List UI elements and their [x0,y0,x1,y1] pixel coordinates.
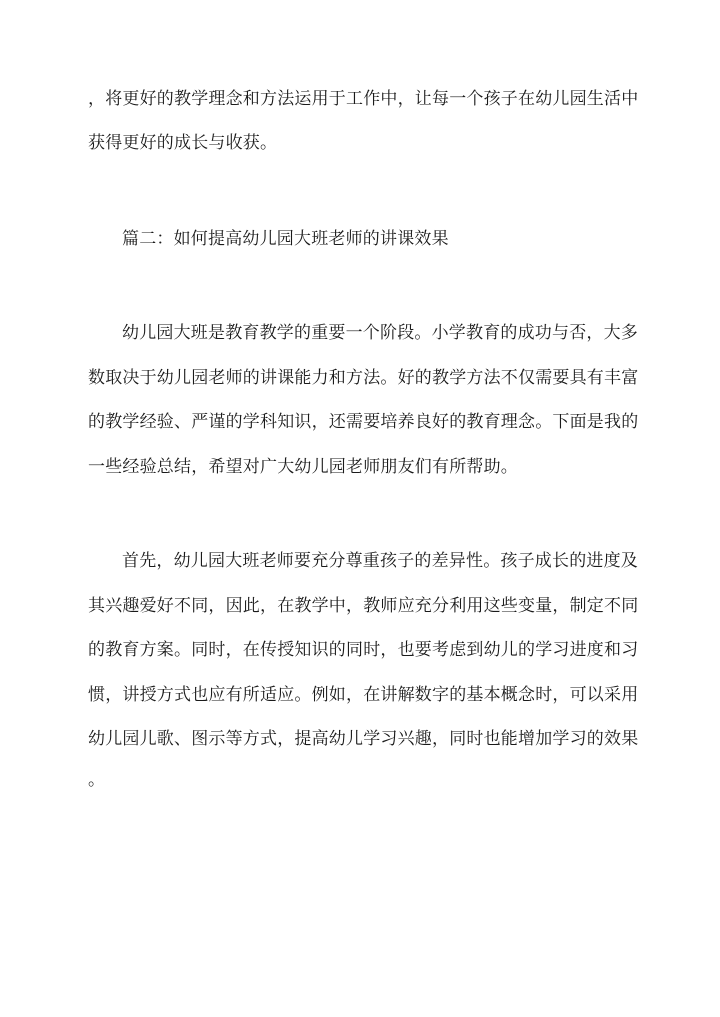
paragraph-3-line-3: 的教育方案。同时，在传授知识的同时，也要考虑到幼儿的学习进度和习 [88,640,639,660]
paragraph-1-line-2: 获得更好的成长与收获。 [88,133,278,153]
paragraph-2-line-2: 数取决于幼儿园老师的讲课能力和方法。好的教学方法不仅需要具有丰富 [88,368,639,388]
paragraph-2-line-1: 幼儿园大班是教育教学的重要一个阶段。小学教育的成功与否，大多 [122,323,638,343]
paragraph-3-line-1: 首先，幼儿园大班老师要充分尊重孩子的差异性。孩子成长的进度及 [122,551,638,571]
paragraph-2-line-3: 的教学经验、严谨的学科知识，还需要培养良好的教育理念。下面是我的 [88,412,639,432]
section-heading: 篇二：如何提高幼儿园大班老师的讲课效果 [122,229,449,249]
paragraph-3-line-6: 。 [88,770,106,790]
paragraph-3-line-4: 惯，讲授方式也应有所适应。例如，在讲解数字的基本概念时，可以采用 [88,685,639,705]
paragraph-3-line-5: 幼儿园儿歌、图示等方式，提高幼儿学习兴趣，同时也能增加学习的效果 [88,729,639,749]
paragraph-2-line-4: 一些经验总结，希望对广大幼儿园老师朋友们有所帮助。 [88,457,518,477]
paragraph-3-line-2: 其兴趣爱好不同，因此，在教学中，教师应充分利用这些变量，制定不同 [88,596,639,616]
paragraph-1-line-1: ，将更好的教学理念和方法运用于工作中，让每一个孩子在幼儿园生活中 [88,89,639,109]
